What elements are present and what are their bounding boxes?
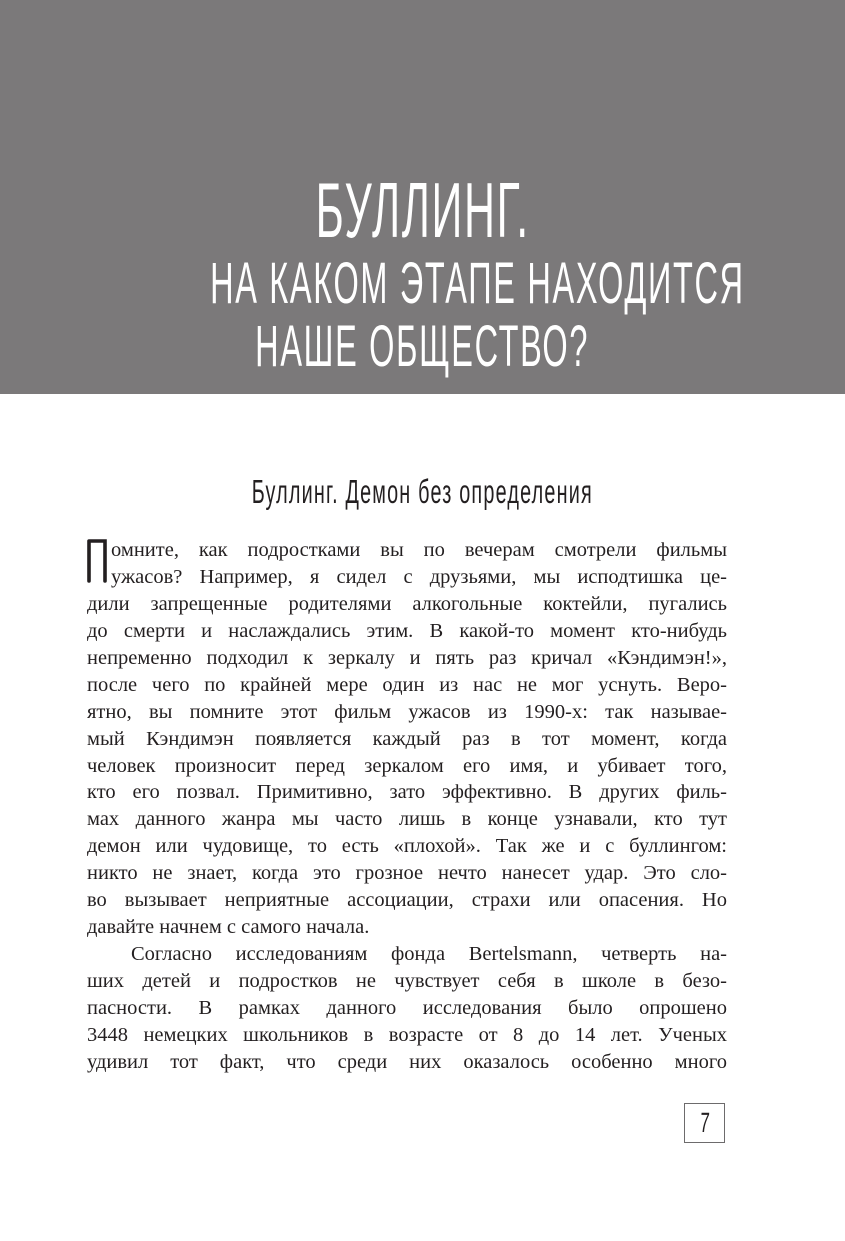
- paragraph-2: [87, 941, 727, 1076]
- text-line: ятно, вы помните этот фильм ужасов из 1990-х: так называе-: [87, 700, 727, 723]
- chapter-title-line-1: БУЛЛИНГ.: [315, 166, 530, 254]
- text-line: мах данного жанра мы часто лишь в конце узнавали, кто тут: [87, 808, 727, 831]
- text-line: Согласно исследованиям фонда Bertelsmann, четверть на-: [131, 943, 727, 966]
- text-line: омните, как подростками вы по вечерам смотрели фильмы: [111, 539, 727, 561]
- text-line: демон или чудовище, то есть «плохой». Так же и с буллингом:: [87, 835, 727, 858]
- drop-cap-glyph-icon: [87, 539, 107, 583]
- body-text: [87, 537, 727, 1076]
- paragraph-1: [87, 537, 727, 941]
- chapter-title-line-3: НАШЕ ОБЩЕСТВО?: [255, 314, 590, 379]
- text-line: ших детей и подростков не чувствует себя в школе в безо-: [87, 970, 727, 992]
- text-line: давайте начнем с самого начала.: [87, 916, 370, 939]
- text-line: пасности. В рамках данного исследования было опрошено: [87, 996, 727, 1019]
- text-line: удивил тот факт, что среди них оказалось особенно много: [87, 1050, 727, 1073]
- text-line: после чего по крайней мере один из нас не мог уснуть. Веро-: [87, 673, 727, 696]
- text-line: во вызывает неприятные ассоциации, страхи или опасения. Но: [87, 889, 727, 912]
- text-line: дили запрещенные родителями алкогольные коктейли, пугались: [87, 592, 727, 615]
- chapter-title-band: [0, 0, 845, 394]
- text-line: непременно подходил к зеркалу и пять раз кричал «Кэндимэн!»,: [87, 646, 727, 669]
- text-line: мый Кэндимэн появляется каждый раз в тот момент, когда: [87, 727, 727, 750]
- text-line: кто его позвал. Примитивно, зато эффективно. В других филь-: [87, 781, 727, 804]
- section-heading: Буллинг. Демон без определения: [251, 473, 594, 510]
- chapter-title-line-2: НА КАКОМ ЭТАПЕ НАХОДИТСЯ: [210, 251, 745, 316]
- text-line: никто не знает, когда это грозное нечто нанесет удар. Это сло-: [87, 862, 727, 885]
- text-line: ужасов? Например, я сидел с друзьями, мы исподтишка це-: [111, 565, 727, 588]
- text-line: до смерти и наслаждались этим. В какой-то момент кто-нибудь: [87, 619, 727, 642]
- text-line: 3448 немецких школьников в возрасте от 8 до 14 лет. Ученых: [87, 1023, 727, 1046]
- drop-cap: [87, 539, 107, 583]
- text-line: человек произносит перед зеркалом его имя, и убивает того,: [87, 754, 727, 777]
- page-number: 7: [684, 1103, 725, 1143]
